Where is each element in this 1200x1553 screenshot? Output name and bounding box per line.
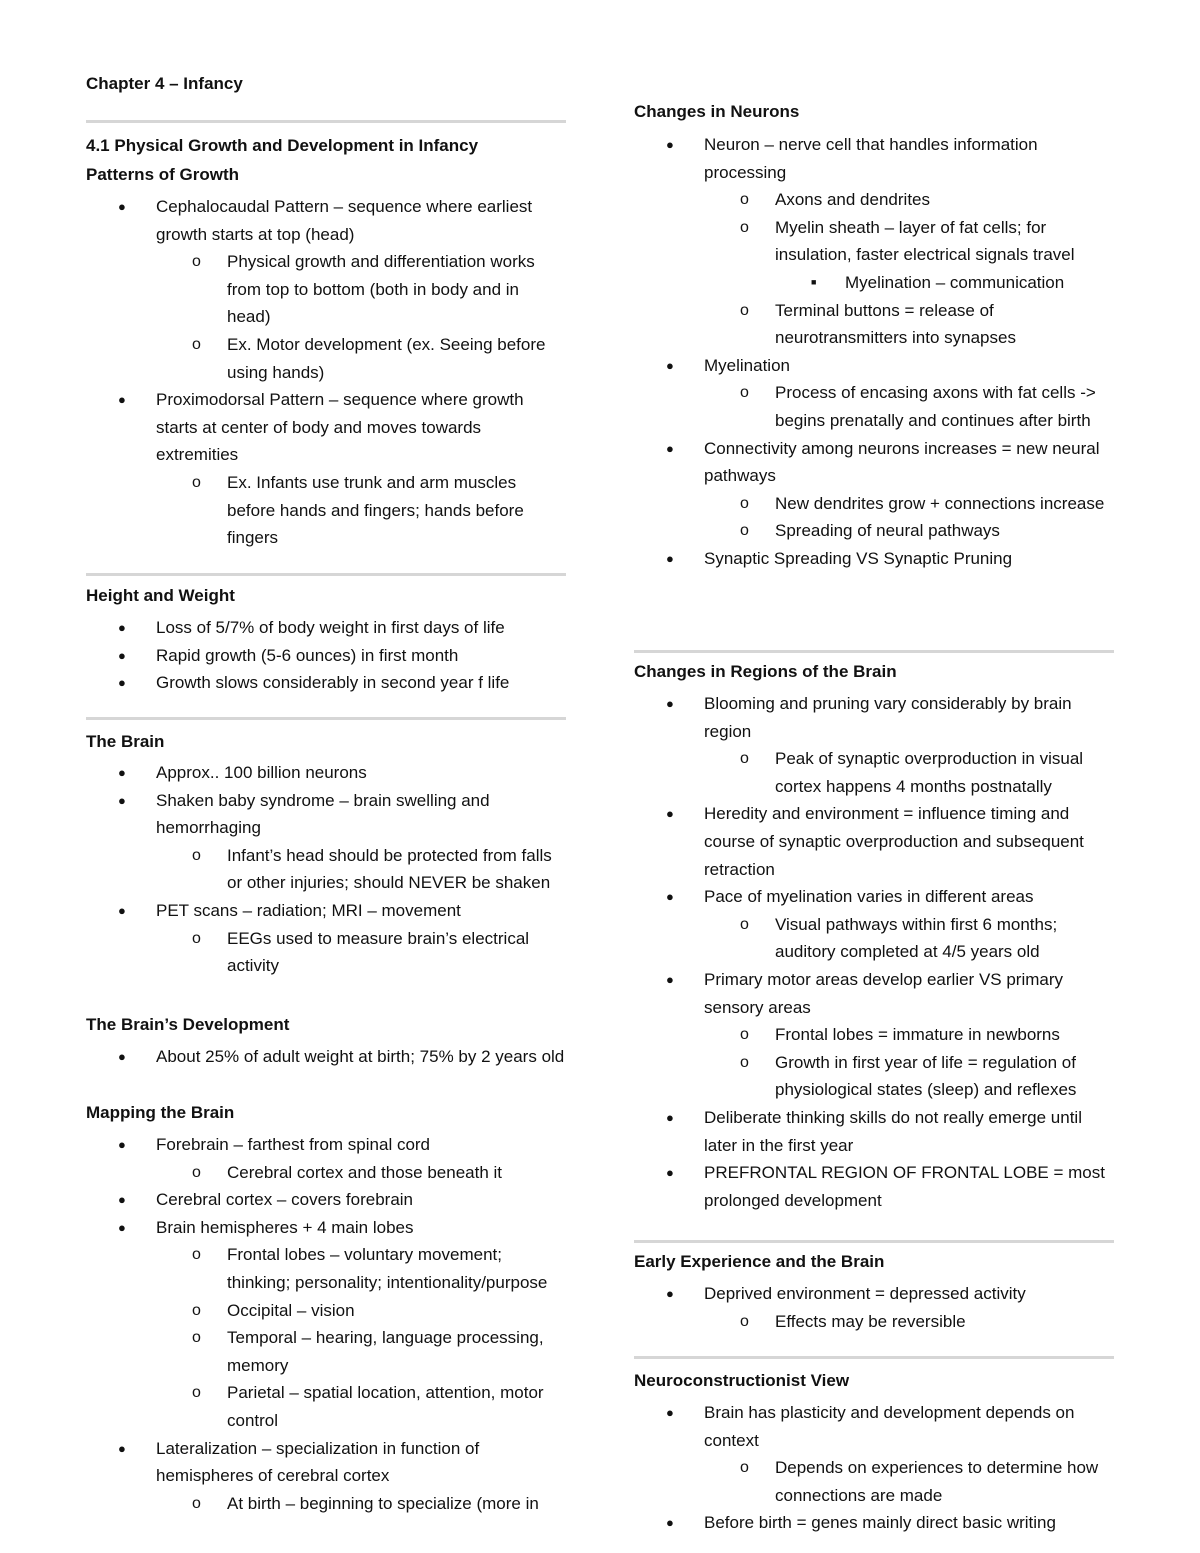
bullet-circle-icon: o xyxy=(740,1026,749,1044)
bullet-circle-icon: o xyxy=(740,1312,749,1330)
list-item-text: Terminal buttons = release of neurotransmitters into synapses xyxy=(775,300,1016,348)
list-item xyxy=(634,131,1114,186)
bullet-list xyxy=(86,759,566,980)
list-item-text: Growth in first year of life = regulation of physiological states (sleep) and reflexes xyxy=(775,1052,1077,1100)
list-item xyxy=(634,352,1114,380)
list-item-text: Proximodorsal Pattern – sequence where growth starts at center of body and moves towards extremities xyxy=(156,390,524,465)
list-item-text: Growth slows considerably in second year f life xyxy=(156,673,510,693)
bullet-list xyxy=(634,1280,1114,1335)
bullet-dot-icon: ● xyxy=(118,199,126,214)
section-heading: Chapter 4 – Infancy xyxy=(86,74,243,93)
list-item xyxy=(634,517,1114,545)
bullet-list xyxy=(634,690,1114,1214)
bullet-dot-icon: ● xyxy=(666,971,674,987)
bullet-dot-icon: ● xyxy=(118,1137,126,1152)
list-item xyxy=(634,214,1114,269)
list-item-text: EEGs used to measure brain’s electrical activity xyxy=(227,928,530,976)
section-heading: The Brain’s Development xyxy=(86,1015,290,1034)
list-item xyxy=(634,745,1114,800)
list-item-text: Process of encasing axons with fat cells -> begins prenatally and continues after birth xyxy=(775,383,1096,430)
bullet-circle-icon: o xyxy=(192,1301,201,1319)
list-item-text: Peak of synaptic overproduction in visual cortex happens 4 months postnatally xyxy=(775,749,1084,796)
list-item-text: Connectivity among neurons increases = new neural pathways xyxy=(704,438,1100,486)
list-item xyxy=(86,331,566,386)
list-item xyxy=(86,897,566,925)
list-item-text: Spreading of neural pathways xyxy=(775,521,1000,541)
bullet-dot-icon: ● xyxy=(118,1192,126,1208)
list-item-text: Lateralization – specialization in function of hemispheres of cerebral cortex xyxy=(156,1438,480,1486)
list-item-text: Parietal – spatial location, attention, motor control xyxy=(227,1383,544,1430)
bullet-dot-icon: ● xyxy=(118,647,126,663)
bullet-dot-icon: ● xyxy=(118,1219,126,1235)
list-item-text: Brain hemispheres + 4 main lobes xyxy=(156,1217,414,1237)
list-item-text: Frontal lobes = immature in newborns xyxy=(775,1025,1060,1045)
list-item-text: Heredity and environment = influence timing and course of synaptic overproduction and subsequent retraction xyxy=(704,804,1084,879)
bullet-circle-icon: o xyxy=(192,1329,201,1347)
bullet-dot-icon: ● xyxy=(118,1440,126,1456)
list-item-text: Visual pathways within first 6 months; auditory completed at 4/5 years old xyxy=(775,914,1058,962)
section-heading: Height and Weight xyxy=(86,586,235,605)
bullet-square-icon: ■ xyxy=(811,276,817,287)
bullet-dot-icon: ● xyxy=(118,620,126,635)
list-item xyxy=(634,1308,1114,1336)
bullet-dot-icon: ● xyxy=(118,1049,126,1064)
list-item xyxy=(86,759,566,787)
list-item xyxy=(86,1324,566,1379)
bullet-circle-icon: o xyxy=(192,929,201,947)
section-heading: Patterns of Growth xyxy=(86,165,240,184)
list-item-text: Pace of myelination varies in different areas xyxy=(704,887,1034,907)
list-item xyxy=(86,925,566,980)
list-item-text: About 25% of adult weight at birth; 75% by 2 years old xyxy=(156,1047,565,1066)
bullet-circle-icon: o xyxy=(740,1053,749,1071)
list-item-text: Synaptic Spreading VS Synaptic Pruning xyxy=(704,548,1013,568)
bullet-circle-icon: o xyxy=(740,191,749,209)
list-item-text: Brain has plasticity and development depends on context xyxy=(704,1403,1075,1450)
list-item xyxy=(634,1454,1114,1509)
list-item-text: Cephalocaudal Pattern – sequence where earliest growth starts at top (head) xyxy=(156,197,533,244)
bullet-list xyxy=(634,1399,1114,1537)
bullet-circle-icon: o xyxy=(192,253,201,271)
list-item xyxy=(86,1297,566,1325)
list-item-text: Primary motor areas develop earlier VS primary sensory areas xyxy=(704,969,1064,1017)
list-item-text: Occipital – vision xyxy=(227,1300,355,1320)
list-item xyxy=(634,490,1114,518)
list-item xyxy=(634,1104,1114,1159)
bullet-dot-icon: ● xyxy=(666,137,674,152)
list-item xyxy=(86,1214,566,1242)
list-item xyxy=(634,690,1114,745)
bullet-list xyxy=(86,1043,566,1071)
list-item-text: Blooming and pruning vary considerably by brain region xyxy=(704,694,1072,741)
bullet-circle-icon: o xyxy=(192,335,201,353)
list-item-text: Myelination xyxy=(704,355,790,375)
list-item xyxy=(86,1379,566,1434)
section-divider xyxy=(86,717,566,720)
bullet-dot-icon: ● xyxy=(666,1165,674,1181)
list-item-text: Before birth = genes mainly direct basic writing xyxy=(704,1513,1056,1533)
list-item xyxy=(634,1021,1114,1049)
list-item-text: Ex. Motor development (ex. Seeing before using hands) xyxy=(227,334,546,382)
bullet-circle-icon: o xyxy=(740,1459,749,1477)
list-item-text: Cerebral cortex and those beneath it xyxy=(227,1162,503,1182)
list-item-text: Forebrain – farthest from spinal cord xyxy=(156,1135,431,1154)
list-item-text: Ex. Infants use trunk and arm muscles before hands and fingers; hands before fingers xyxy=(227,472,524,548)
bullet-dot-icon: ● xyxy=(118,675,126,691)
list-item-text: Myelin sheath – layer of fat cells; for insulation, faster electrical signals travel xyxy=(775,217,1075,265)
list-item xyxy=(634,800,1114,883)
list-item xyxy=(634,1399,1114,1454)
list-item xyxy=(86,1241,566,1296)
section-heading: Early Experience and the Brain xyxy=(634,1252,885,1271)
bullet-list xyxy=(86,1131,566,1517)
bullet-dot-icon: ● xyxy=(666,440,674,456)
section-heading: Mapping the Brain xyxy=(86,1103,235,1122)
list-item-text: Depends on experiences to determine how connections are made xyxy=(775,1458,1099,1505)
bullet-circle-icon: o xyxy=(740,522,749,540)
list-item-text: Deliberate thinking skills do not really emerge until later in the first year xyxy=(704,1107,1082,1155)
list-item xyxy=(634,435,1114,490)
list-item-text: Cerebral cortex – covers forebrain xyxy=(156,1190,414,1210)
bullet-circle-icon: o xyxy=(740,750,749,768)
list-item-text: Infant’s head should be protected from falls or other injuries; should NEVER be shaken xyxy=(227,845,552,893)
section-divider xyxy=(86,573,566,576)
list-item xyxy=(634,1280,1114,1308)
bullet-dot-icon: ● xyxy=(118,792,126,808)
bullet-dot-icon: ● xyxy=(666,1515,674,1531)
bullet-dot-icon: ● xyxy=(118,902,126,918)
list-item-text: Deprived environment = depressed activity xyxy=(704,1284,1026,1303)
list-item xyxy=(86,1186,566,1214)
bullet-dot-icon: ● xyxy=(118,765,126,780)
bullet-circle-icon: o xyxy=(192,1163,201,1181)
list-item xyxy=(86,469,566,552)
list-item xyxy=(86,1043,566,1071)
list-item xyxy=(86,1131,566,1159)
list-item-text: Neuron – nerve cell that handles information processing xyxy=(704,135,1038,182)
list-item xyxy=(86,386,566,469)
list-item-text: New dendrites grow + connections increase xyxy=(775,493,1105,513)
list-item-text: Physical growth and differentiation works from top to bottom (both in body and in head) xyxy=(227,252,535,327)
list-item xyxy=(634,966,1114,1021)
list-item-text: Rapid growth (5-6 ounces) in first month xyxy=(156,645,459,665)
list-item xyxy=(86,614,566,642)
list-item xyxy=(86,1490,566,1518)
list-item xyxy=(86,669,566,697)
bullet-dot-icon: ● xyxy=(666,1109,674,1125)
bullet-dot-icon: ● xyxy=(666,1405,674,1420)
list-item-text: PREFRONTAL REGION OF FRONTAL LOBE = most prolonged development xyxy=(704,1163,1105,1210)
list-item xyxy=(86,642,566,670)
list-item xyxy=(634,911,1114,966)
bullet-circle-icon: o xyxy=(740,494,749,512)
bullet-circle-icon: o xyxy=(740,384,749,402)
list-item-text: Shaken baby syndrome – brain swelling and hemorrhaging xyxy=(156,790,490,838)
list-item xyxy=(634,186,1114,214)
bullet-list xyxy=(86,193,566,552)
section-heading: Neuroconstructionist View xyxy=(634,1371,850,1390)
bullet-dot-icon: ● xyxy=(666,806,674,822)
section-heading: 4.1 Physical Growth and Development in Infancy xyxy=(86,136,479,155)
bullet-dot-icon: ● xyxy=(666,1286,674,1301)
list-item xyxy=(86,248,566,331)
bullet-list xyxy=(86,614,566,697)
list-item xyxy=(634,1159,1114,1214)
bullet-dot-icon: ● xyxy=(666,550,674,566)
list-item-text: Frontal lobes – voluntary movement; thinking; personality; intentionality/purpose xyxy=(227,1245,548,1292)
list-item-text: Effects may be reversible xyxy=(775,1311,966,1331)
section-divider xyxy=(634,650,1114,653)
list-item-text: Myelination – communication xyxy=(845,272,1065,292)
list-item xyxy=(634,1049,1114,1104)
list-item xyxy=(86,193,566,248)
bullet-dot-icon: ● xyxy=(118,392,126,408)
list-item xyxy=(86,787,566,842)
list-item xyxy=(634,883,1114,911)
section-divider xyxy=(634,1356,1114,1359)
section-divider xyxy=(86,120,566,123)
section-divider xyxy=(634,1240,1114,1243)
section-heading: The Brain xyxy=(86,732,165,751)
bullet-circle-icon: o xyxy=(192,1384,201,1402)
bullet-circle-icon: o xyxy=(192,473,201,491)
bullet-circle-icon: o xyxy=(740,915,749,933)
list-item-text: Loss of 5/7% of body weight in first days of life xyxy=(156,618,505,637)
list-item-text: At birth – beginning to specialize (more in xyxy=(227,1493,539,1513)
bullet-dot-icon: ● xyxy=(666,696,674,711)
list-item xyxy=(86,842,566,897)
list-item xyxy=(634,297,1114,352)
bullet-circle-icon: o xyxy=(740,218,749,236)
section-heading: Changes in Neurons xyxy=(634,102,800,121)
list-item xyxy=(634,379,1114,434)
list-item-text: Axons and dendrites xyxy=(775,190,930,210)
list-item xyxy=(634,545,1114,573)
bullet-circle-icon: o xyxy=(740,301,749,319)
list-item-text: Approx.. 100 billion neurons xyxy=(156,763,367,782)
list-item-text: Temporal – hearing, language processing, memory xyxy=(227,1328,544,1375)
bullet-dot-icon: ● xyxy=(666,357,674,373)
list-item xyxy=(634,269,1114,297)
bullet-circle-icon: o xyxy=(192,846,201,864)
list-item xyxy=(86,1435,566,1490)
list-item xyxy=(634,1509,1114,1537)
bullet-dot-icon: ● xyxy=(666,889,674,905)
section-heading: Changes in Regions of the Brain xyxy=(634,662,897,681)
bullet-circle-icon: o xyxy=(192,1246,201,1264)
bullet-list xyxy=(634,131,1114,573)
bullet-circle-icon: o xyxy=(192,1494,201,1512)
list-item-text: PET scans – radiation; MRI – movement xyxy=(156,900,461,920)
list-item xyxy=(86,1159,566,1187)
